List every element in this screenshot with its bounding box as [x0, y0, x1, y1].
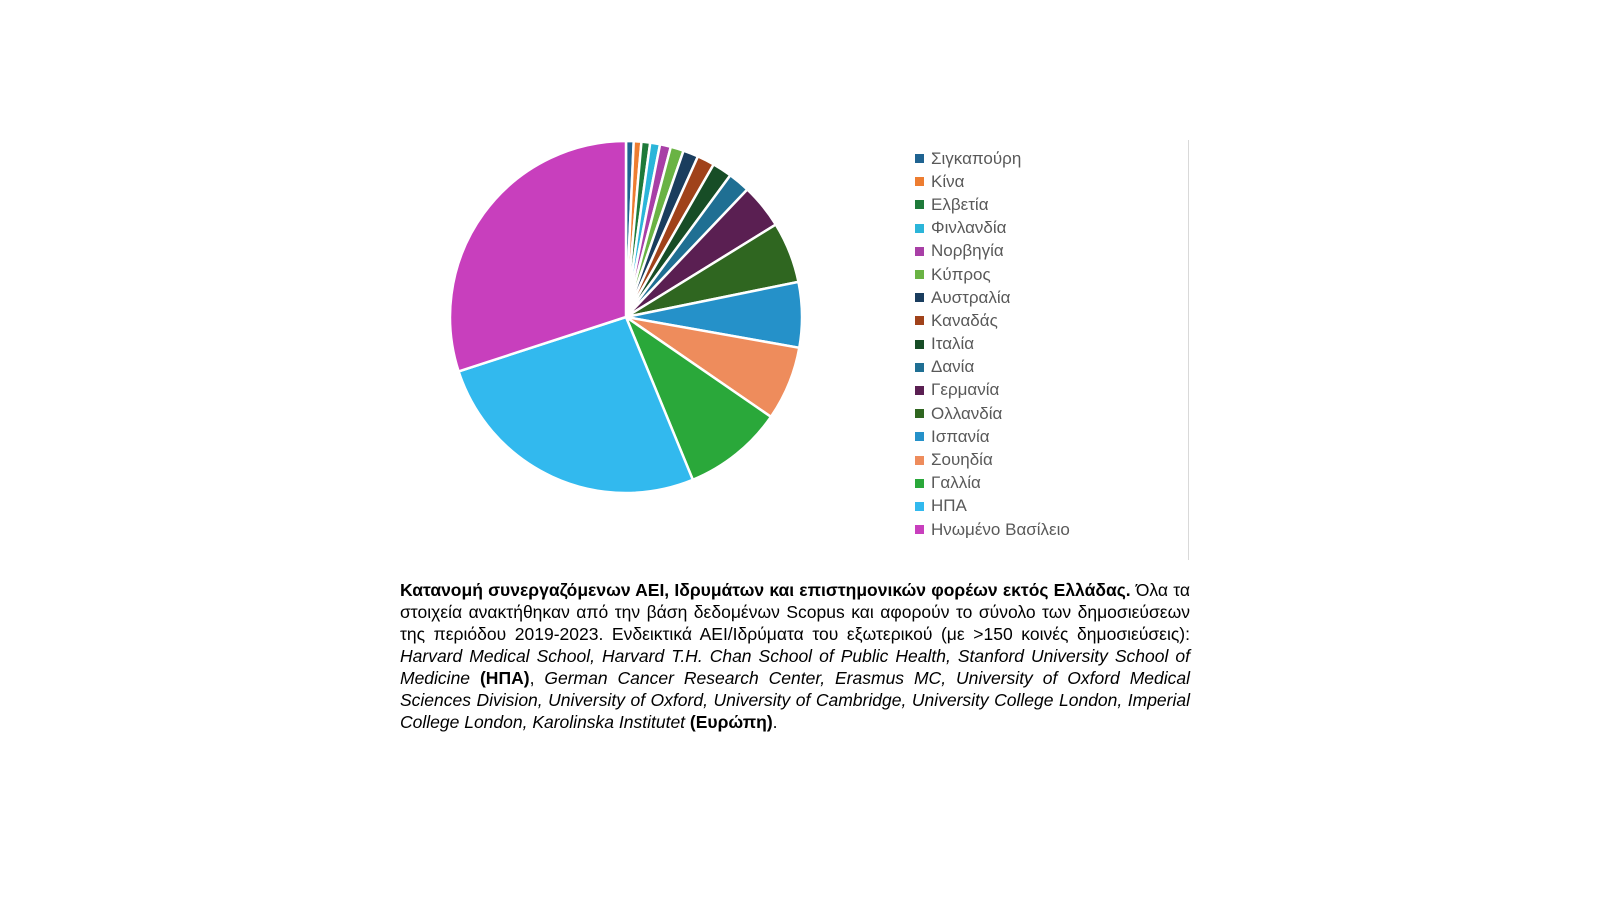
legend-item: [915, 425, 1070, 448]
chart-legend: [915, 147, 1070, 541]
legend-swatch: [915, 177, 924, 186]
legend-label: Νορβηγία: [931, 241, 1004, 261]
legend-swatch: [915, 154, 924, 163]
legend-swatch: [915, 270, 924, 279]
legend-item: [915, 240, 1070, 263]
legend-label: Ολλανδία: [931, 403, 1003, 423]
legend-label: Ηνωμένο Βασίλειο: [931, 519, 1070, 539]
pie-chart: [440, 130, 840, 560]
legend-item: [915, 263, 1070, 286]
legend-swatch: [915, 456, 924, 465]
caption-text: Όλα τα στοιχεία ανακτήθηκαν από την βάση δεδομένων Scopus και αφορούν το σύνολο των δημοσιεύσεων της περιόδου 2019-2023. Ενδεικτικά ΑΕΙ/Ιδρύματα του εξωτερικού (με >150 κοινές δημοσιεύσεις):: [400, 580, 1190, 644]
legend-swatch: [915, 316, 924, 325]
legend-item: [915, 356, 1070, 379]
legend-item: [915, 147, 1070, 170]
legend-label: Φινλανδία: [931, 218, 1007, 238]
legend-label: Γερμανία: [931, 380, 1000, 400]
legend-label: Κίνα: [931, 171, 965, 191]
legend-label: ΗΠΑ: [931, 496, 967, 516]
legend-swatch: [915, 386, 924, 395]
caption-usa-institutions: Harvard Medical School, Harvard T.H. Chan School of Public Health, Stanford University School of Medicine: [400, 646, 1190, 688]
legend-swatch: [915, 200, 924, 209]
legend-swatch: [915, 409, 924, 418]
caption-separator: ,: [529, 668, 545, 688]
legend-item: [915, 472, 1070, 495]
legend-item: [915, 193, 1070, 216]
legend-label: Αυστραλία: [931, 287, 1011, 307]
legend-label: Σουηδία: [931, 450, 993, 470]
divider-line: [1188, 140, 1189, 560]
legend-swatch: [915, 479, 924, 488]
legend-item: [915, 402, 1070, 425]
legend-swatch: [915, 247, 924, 256]
caption-end: .: [772, 712, 778, 732]
legend-label: Ελβετία: [931, 194, 989, 214]
caption-title: Κατανομή συνεργαζόμενων ΑΕΙ, Ιδρυμάτων και επιστημονικών φορέων εκτός Ελλάδας.: [400, 580, 1131, 600]
legend-swatch: [915, 224, 924, 233]
legend-item: [915, 379, 1070, 402]
legend-label: Καναδάς: [931, 310, 998, 330]
legend-label: Σιγκαπούρη: [931, 148, 1022, 168]
figure-caption: [400, 579, 1190, 733]
legend-item: [915, 170, 1070, 193]
legend-item: [915, 217, 1070, 240]
legend-item: [915, 309, 1070, 332]
legend-item: [915, 448, 1070, 471]
legend-swatch: [915, 340, 924, 349]
caption-usa-label: (ΗΠΑ): [479, 668, 530, 688]
legend-label: Δανία: [931, 357, 975, 377]
legend-swatch: [915, 525, 924, 534]
legend-item: [915, 286, 1070, 309]
legend-label: Ιταλία: [931, 334, 975, 354]
legend-swatch: [915, 502, 924, 511]
legend-label: Γαλλία: [931, 473, 981, 493]
legend-swatch: [915, 363, 924, 372]
legend-swatch: [915, 432, 924, 441]
caption-europe-label: (Ευρώπη): [689, 712, 773, 732]
pie-chart-figure: [440, 130, 1200, 560]
legend-label: Κύπρος: [931, 264, 991, 284]
legend-item: [915, 333, 1070, 356]
legend-item: [915, 518, 1070, 541]
legend-item: [915, 495, 1070, 518]
caption-europe-institutions: German Cancer Research Center, Erasmus MC, University of Oxford Medical Sciences Division, University of Oxford, University of Cambridge, University College London, Imperial College London, Karolinska Institutet: [400, 668, 1190, 732]
legend-swatch: [915, 293, 924, 302]
legend-label: Ισπανία: [931, 426, 990, 446]
